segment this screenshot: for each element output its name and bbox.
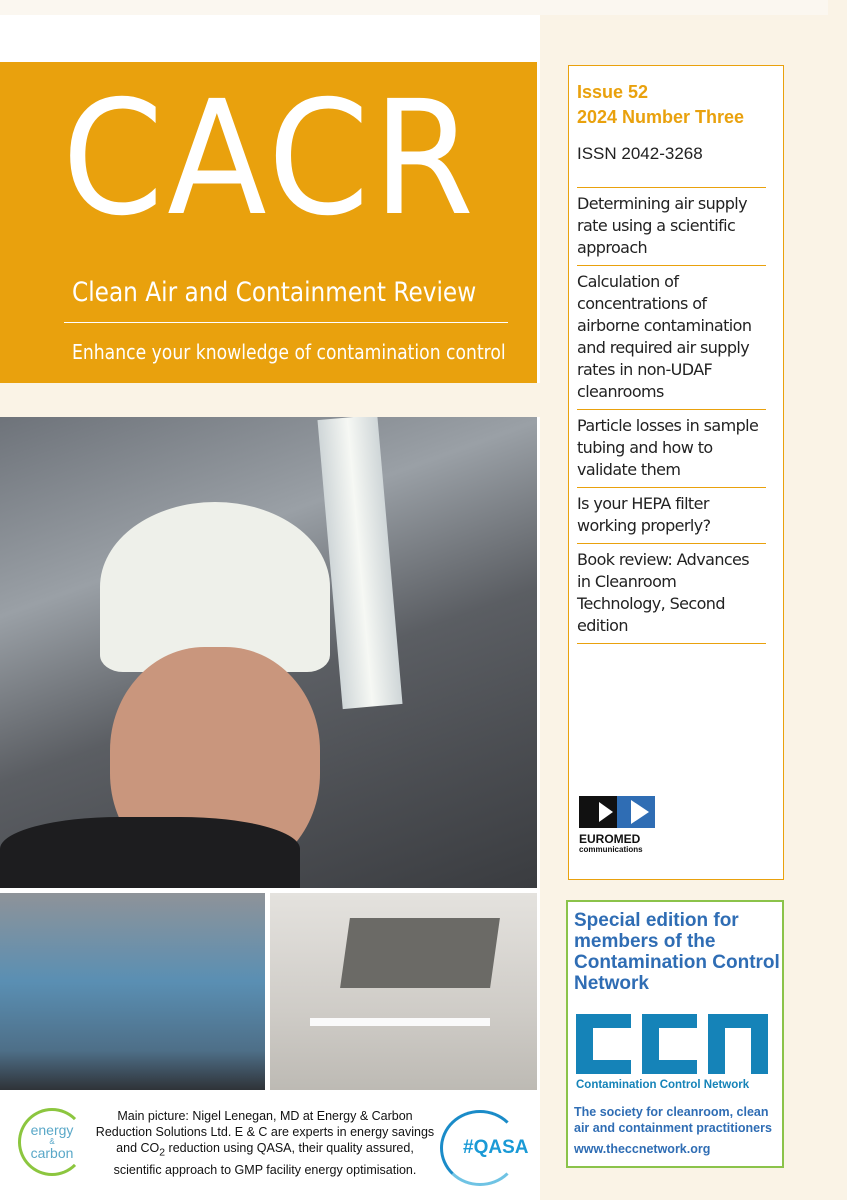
plant-room-photo (0, 893, 265, 1090)
euromed-logo (579, 796, 657, 854)
logo-word: energy (30, 1122, 74, 1138)
qasa-logo (440, 1110, 529, 1186)
caption-text: reduction using QASA, their quality assured, scientific approach to GMP facility energy optimisation. (113, 1141, 417, 1177)
article-item[interactable]: Particle losses in sample tubing and how to validate them (577, 409, 766, 487)
magazine-title: CACR (62, 67, 478, 251)
photo-gutter-bg (0, 383, 540, 417)
issn: ISSN 2042-3268 (577, 144, 703, 163)
logo-word: & (49, 1137, 55, 1146)
energy-carbon-logo (18, 1108, 86, 1176)
ccn-heading: Special edition for members of the Contamination Control Network (574, 910, 780, 994)
contents-panel (568, 65, 784, 880)
issue-year: 2024 Number Three (577, 107, 745, 127)
magazine-subtitle: Clean Air and Containment Review (72, 277, 477, 308)
main-photo (0, 417, 537, 888)
article-item[interactable]: Book review: Advances in Cleanroom Technology, Second edition (577, 543, 766, 644)
page-border-right (828, 0, 847, 1200)
ec-logo-icon (579, 796, 655, 828)
ccn-website-link[interactable]: www.theccnetwork.org (574, 1142, 711, 1156)
euromed-sub: communications (579, 845, 643, 854)
euromed-text: EUROMED (579, 832, 641, 846)
logo-word: carbon (30, 1145, 74, 1161)
photo-caption (95, 1108, 435, 1178)
divider (64, 322, 508, 323)
caption-text: Main picture: Nigel Lenegan, MD at Energy & Carbon Reduction Solutions Ltd. E & C are experts in energy savings and CO (95, 1109, 435, 1155)
ccn-panel (566, 900, 784, 1168)
masthead (0, 62, 537, 383)
page-border-top (0, 0, 847, 15)
article-item[interactable]: Is your HEPA filter working properly? (577, 487, 766, 543)
article-item[interactable]: Determining air supply rate using a scientific approach (577, 187, 766, 265)
tagline: Enhance your knowledge of contamination control (72, 340, 506, 364)
article-item[interactable]: Calculation of concentrations of airborne contamination and required air supply rates in non-UDAF cleanrooms (577, 265, 766, 409)
issue-number: Issue 52 (577, 82, 649, 102)
ceiling-diffuser-photo (270, 893, 537, 1090)
caption-subscript: 2 (159, 1147, 166, 1159)
article-list (577, 187, 766, 644)
ccn-logo-icon (576, 1014, 768, 1074)
ccn-society: The society for cleanroom, clean air and containment practitioners (574, 1105, 772, 1135)
ccn-full-name: Contamination Control Network (576, 1079, 750, 1091)
qasa-text: #QASA (463, 1137, 529, 1158)
